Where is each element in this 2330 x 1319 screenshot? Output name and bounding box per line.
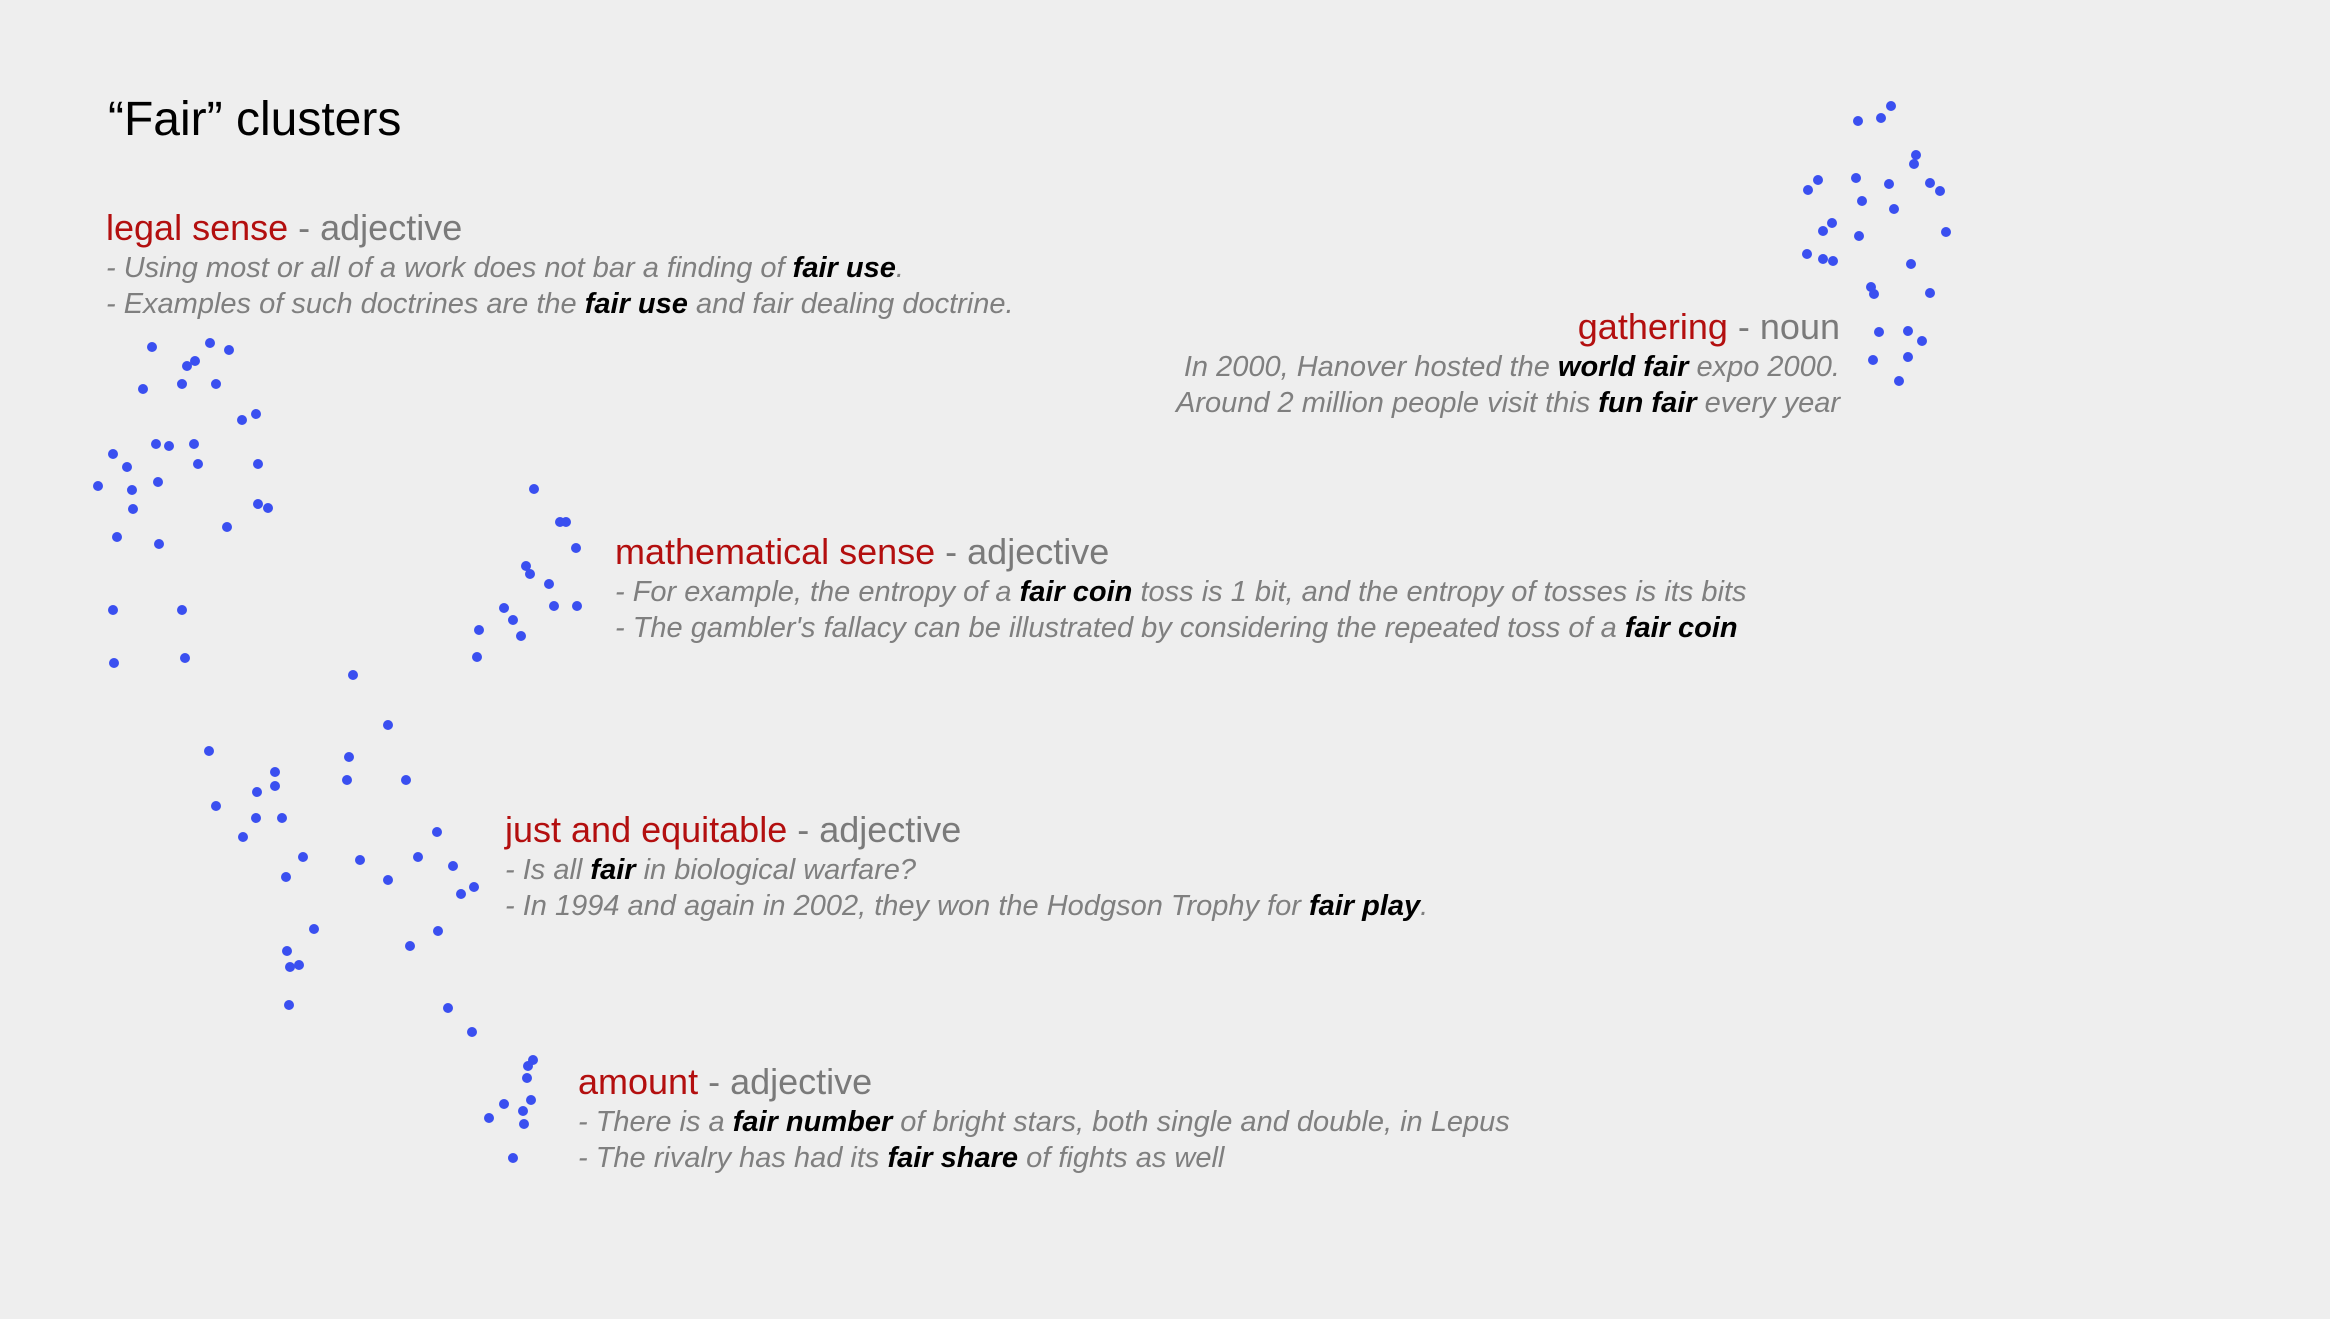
embedding-point (405, 941, 415, 951)
sense-label: mathematical sense (615, 531, 936, 572)
embedding-point (252, 787, 262, 797)
embedding-point (189, 439, 199, 449)
sentence-text: Around 2 million people visit this (1175, 387, 1599, 419)
highlighted-phrase: fair number (732, 1106, 893, 1138)
embedding-point (211, 379, 221, 389)
embedding-point (1869, 289, 1879, 299)
sentence-text: . (895, 252, 904, 284)
part-of-speech: adjective (819, 809, 962, 850)
cluster-gathering (1176, 305, 1840, 421)
embedding-point (153, 477, 163, 487)
embedding-point (1851, 173, 1861, 183)
embedding-point (467, 1027, 477, 1037)
embedding-point (448, 861, 458, 871)
embedding-point (224, 345, 234, 355)
sentence-text: - The gambler's fallacy can be illustrated by considering the repeated toss of a (615, 612, 1625, 644)
sentence-text: every year (1696, 387, 1840, 419)
embedding-point (499, 1099, 509, 1109)
embedding-point (508, 615, 518, 625)
sentence-text: - Is all (505, 854, 591, 886)
embedding-point (456, 889, 466, 899)
embedding-point (561, 517, 571, 527)
embedding-point (571, 543, 581, 553)
embedding-point (469, 882, 479, 892)
embedding-point (309, 924, 319, 934)
embedding-point (108, 605, 118, 615)
part-of-speech: adjective (967, 531, 1110, 572)
embedding-point (433, 926, 443, 936)
sentence-text: In 2000, Hanover hosted the (1183, 351, 1558, 383)
separator: - (787, 809, 820, 850)
cluster-just-and-equitable (505, 808, 1428, 924)
cluster-amount (578, 1060, 1510, 1176)
embedding-point (284, 1000, 294, 1010)
embedding-point (128, 504, 138, 514)
embedding-point (526, 1095, 536, 1105)
embedding-point (529, 484, 539, 494)
highlighted-phrase: fair use (792, 252, 896, 284)
embedding-point (443, 1003, 453, 1013)
example-sentence (505, 852, 1428, 888)
highlighted-phrase: fair play (1308, 890, 1421, 922)
embedding-point (108, 449, 118, 459)
embedding-point (523, 1061, 533, 1071)
highlighted-phrase: fair coin (1624, 612, 1738, 644)
embedding-point (1886, 101, 1896, 111)
embedding-point (1917, 336, 1927, 346)
embedding-point (1925, 178, 1935, 188)
sense-label: just and equitable (505, 809, 788, 850)
embedding-point (270, 767, 280, 777)
example-sentence (578, 1104, 1510, 1140)
sentence-text: of bright stars, both single and double, in Lepus (892, 1106, 1510, 1138)
embedding-point (1803, 185, 1813, 195)
embedding-point (251, 409, 261, 419)
embedding-point (1813, 175, 1823, 185)
example-sentence (578, 1140, 1510, 1176)
embedding-point (516, 631, 526, 641)
sense-label: legal sense (106, 207, 289, 248)
embedding-point (544, 579, 554, 589)
embedding-point (1868, 355, 1878, 365)
cluster-heading (1176, 305, 1840, 349)
embedding-point (1903, 326, 1913, 336)
embedding-point (432, 827, 442, 837)
page-title: “Fair” clusters (108, 93, 402, 146)
embedding-point (1853, 116, 1863, 126)
embedding-point (138, 384, 148, 394)
embedding-point (518, 1106, 528, 1116)
embedding-point (1894, 376, 1904, 386)
embedding-point (348, 670, 358, 680)
embedding-point (383, 875, 393, 885)
embedding-point (298, 852, 308, 862)
example-sentence (1176, 349, 1840, 385)
embedding-point (251, 813, 261, 823)
embedding-point (355, 855, 365, 865)
highlighted-phrase: fair use (584, 288, 688, 320)
embedding-point (1802, 249, 1812, 259)
embedding-point (1935, 186, 1945, 196)
embedding-point (285, 962, 295, 972)
sense-label: gathering (1577, 306, 1728, 347)
separator: - (1727, 306, 1760, 347)
embedding-point (1884, 179, 1894, 189)
highlighted-phrase: fair (590, 854, 636, 886)
embedding-point (180, 653, 190, 663)
embedding-point (519, 1119, 529, 1129)
sentence-text: - There is a (578, 1106, 733, 1138)
embedding-point (122, 462, 132, 472)
example-sentence (106, 250, 1014, 286)
part-of-speech: noun (1759, 306, 1840, 347)
embedding-point (1911, 150, 1921, 160)
embedding-point (205, 338, 215, 348)
separator: - (288, 207, 321, 248)
sentence-text: in biological warfare? (635, 854, 917, 886)
embedding-point (472, 652, 482, 662)
embedding-point (253, 499, 263, 509)
embedding-point (263, 503, 273, 513)
embedding-point (1874, 327, 1884, 337)
embedding-point (1925, 288, 1935, 298)
sentence-text: - In 1994 and again in 2002, they won the Hodgson Trophy for (505, 890, 1309, 922)
example-sentence (615, 610, 1747, 646)
embedding-point (177, 379, 187, 389)
embedding-point (474, 625, 484, 635)
sentence-text: of fights as well (1018, 1142, 1225, 1174)
highlighted-phrase: fun fair (1598, 387, 1697, 419)
highlighted-phrase: fair coin (1019, 576, 1133, 608)
embedding-point (525, 569, 535, 579)
embedding-point (522, 1073, 532, 1083)
embedding-point (270, 781, 280, 791)
sense-label: amount (578, 1061, 699, 1102)
embedding-point (1903, 352, 1913, 362)
embedding-point (344, 752, 354, 762)
example-sentence (505, 888, 1428, 924)
embedding-point (294, 960, 304, 970)
embedding-point (151, 439, 161, 449)
embedding-point (93, 481, 103, 491)
embedding-point (1827, 218, 1837, 228)
part-of-speech: adjective (730, 1061, 873, 1102)
embedding-point (572, 601, 582, 611)
embedding-point (147, 342, 157, 352)
sentence-text: expo 2000. (1688, 351, 1840, 383)
sentence-text: . (1420, 890, 1429, 922)
embedding-point (401, 775, 411, 785)
separator: - (698, 1061, 731, 1102)
embedding-point (1854, 231, 1864, 241)
cluster-heading (578, 1060, 1510, 1104)
highlighted-phrase: world fair (1557, 351, 1689, 383)
embedding-point (112, 532, 122, 542)
part-of-speech: adjective (320, 207, 463, 248)
embedding-point (109, 658, 119, 668)
embedding-point (1818, 226, 1828, 236)
embedding-point (342, 775, 352, 785)
example-sentence (106, 286, 1014, 322)
cluster-legal-sense (106, 206, 1014, 322)
sentence-text: - For example, the entropy of a (615, 576, 1020, 608)
embedding-point (383, 720, 393, 730)
embedding-point (1909, 159, 1919, 169)
embedding-point (222, 522, 232, 532)
embedding-point (238, 832, 248, 842)
embedding-point (211, 801, 221, 811)
embedding-point (253, 459, 263, 469)
embedding-point (282, 946, 292, 956)
embedding-point (549, 601, 559, 611)
embedding-point (1941, 227, 1951, 237)
embedding-point (1818, 254, 1828, 264)
embedding-point (277, 813, 287, 823)
cluster-heading (615, 530, 1747, 574)
sentence-text: toss is 1 bit, and the entropy of tosses is its bits (1132, 576, 1747, 608)
sentence-text: - The rivalry has had its (578, 1142, 888, 1174)
sentence-text: - Examples of such doctrines are the (106, 288, 585, 320)
cluster-heading (505, 808, 1428, 852)
embedding-point (204, 746, 214, 756)
embedding-point (413, 852, 423, 862)
embedding-point (190, 356, 200, 366)
sentence-text: - Using most or all of a work does not bar a finding of (106, 252, 793, 284)
embedding-point (1906, 259, 1916, 269)
sentence-text: and fair dealing doctrine. (687, 288, 1014, 320)
embedding-point (164, 441, 174, 451)
embedding-point (1828, 256, 1838, 266)
embedding-point (1889, 204, 1899, 214)
example-sentence (1176, 385, 1840, 421)
embedding-point (281, 872, 291, 882)
cluster-mathematical-sense (615, 530, 1747, 646)
embedding-point (508, 1153, 518, 1163)
embedding-point (1857, 196, 1867, 206)
embedding-point (499, 603, 509, 613)
highlighted-phrase: fair share (887, 1142, 1019, 1174)
embedding-point (484, 1113, 494, 1123)
embedding-point (193, 459, 203, 469)
embedding-point (127, 485, 137, 495)
embedding-point (177, 605, 187, 615)
cluster-heading (106, 206, 1014, 250)
separator: - (935, 531, 968, 572)
embedding-point (154, 539, 164, 549)
embedding-point (237, 415, 247, 425)
embedding-point (1876, 113, 1886, 123)
example-sentence (615, 574, 1747, 610)
